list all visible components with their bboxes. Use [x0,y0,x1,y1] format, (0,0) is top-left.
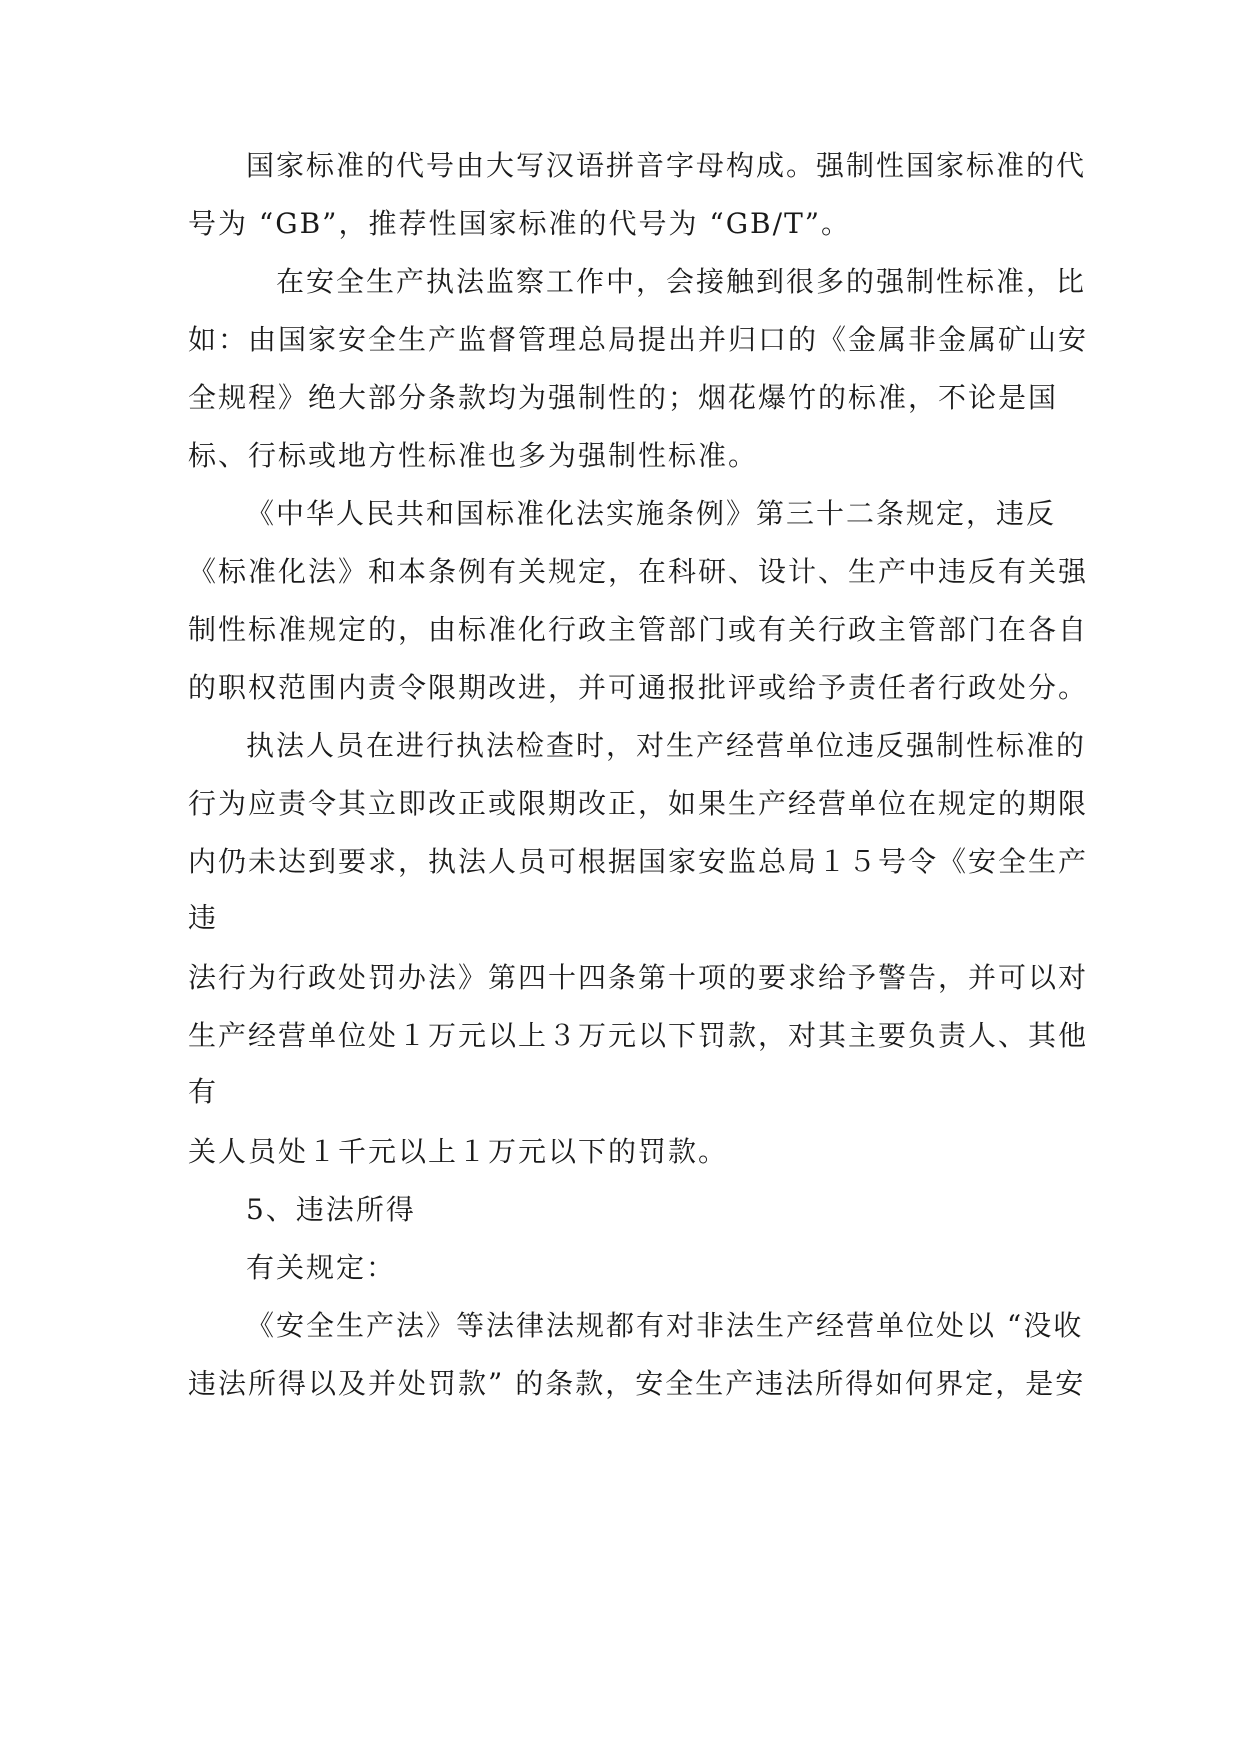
text-line: 国家标准的代号由大写汉语拼音字母构成。强制性国家标准的代 [246,149,1087,182]
text-line: 在安全生产执法监察工作中，会接触到很多的强制性标准，比 [276,265,1087,298]
text-line: 《安全生产法》等法律法规都有对非法生产经营单位处以 “没收 [246,1309,1084,1342]
text-line: 生产经营单位处１万元以上３万元以下罚款，对其主要负责人、其他 [188,1019,1089,1052]
text-line: 违 [188,901,219,934]
text-line: 行为应责令其立即改正或限期改正，如果生产经营单位在规定的期限 [188,787,1089,820]
text-line: 有关规定： [246,1251,397,1284]
text-line: 违法所得以及并处罚款” 的条款，安全生产违法所得如何界定，是安 [188,1367,1086,1400]
text-line: 执法人员在进行执法检查时，对生产经营单位违反强制性标准的 [246,729,1087,762]
text-line: 如：由国家安全生产监督管理总局提出并归口的《金属非金属矿山安 [188,323,1089,356]
text-line: 标、行标或地方性标准也多为强制性标准。 [188,439,759,472]
text-line: 有 [188,1075,219,1108]
text-line: 法行为行政处罚办法》第四十四条第十项的要求给予警告，并可以对 [188,961,1089,994]
text-line: 的职权范围内责令限期改进，并可通报批评或给予责任者行政处分。 [188,671,1089,704]
text-line: 《标准化法》和本条例有关规定，在科研、设计、生产中违反有关强 [188,555,1089,588]
text-line: 关人员处１千元以上１万元以下的罚款。 [188,1135,729,1168]
section-heading: 5、违法所得 [246,1193,416,1226]
text-line: 制性标准规定的，由标准化行政主管部门或有关行政主管部门在各自 [188,613,1089,646]
text-line: 号为 “GB”，推荐性国家标准的代号为 “GB/T”。 [188,207,852,240]
text-line: 全规程》绝大部分条款均为强制性的；烟花爆竹的标准，不论是国 [188,381,1059,414]
text-line: 《中华人民共和国标准化法实施条例》第三十二条规定，违反 [246,497,1057,530]
text-line: 内仍未达到要求，执法人员可根据国家安监总局１５号令《安全生产 [188,845,1089,878]
